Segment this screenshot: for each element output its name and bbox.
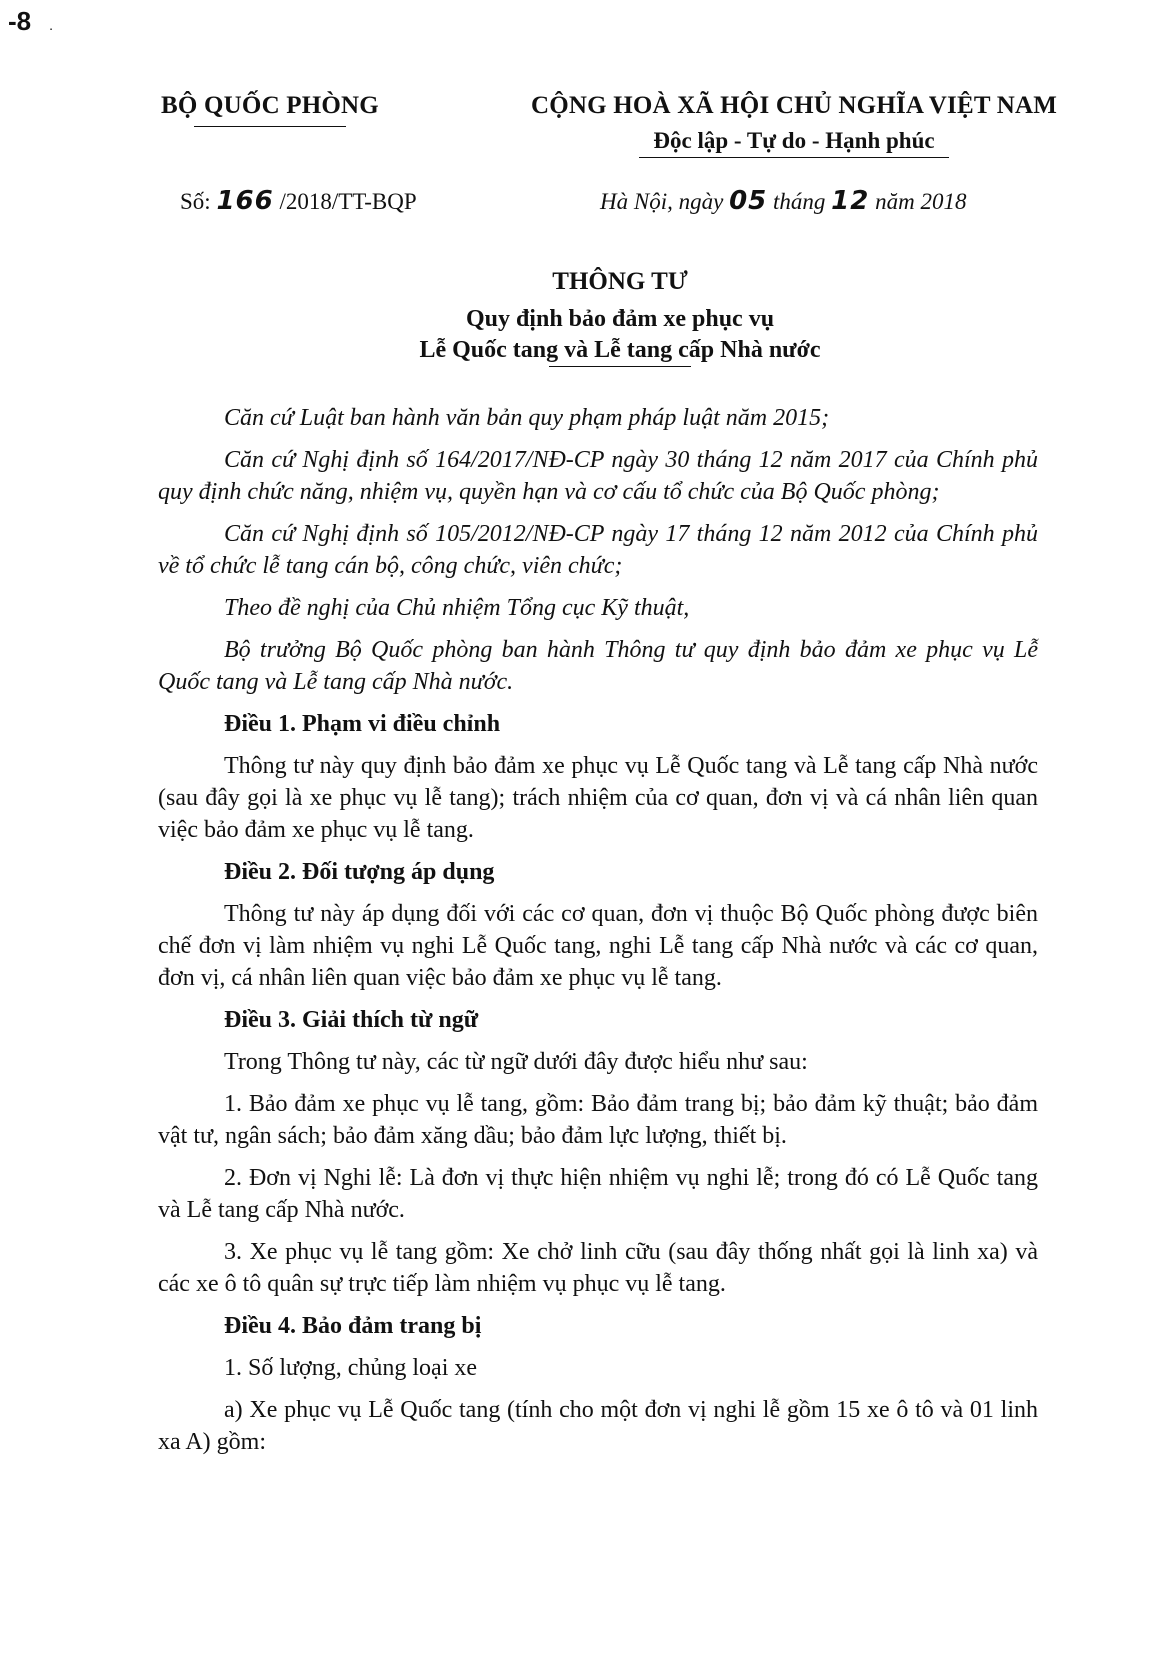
article-heading: Điều 3. Giải thích từ ngữ: [224, 1007, 479, 1033]
ministry-name: BỘ QUỐC PHÒNG: [161, 92, 379, 119]
motto: Độc lập - Tự do - Hạnh phúc: [653, 128, 935, 153]
number-handwritten: 166: [216, 186, 274, 216]
preamble-paragraph: Căn cứ Nghị định số 105/2012/NĐ-CP ngày 17 tháng 12 năm 2012 của Chính phủ về tổ chức lễ tang cán bộ, công chức, viên chức;: [158, 521, 1038, 579]
margin-dot: .: [49, 17, 54, 33]
national-header-block: [516, 92, 1072, 158]
ministry-underline: [194, 126, 346, 127]
article-paragraph: 1. Bảo đảm xe phục vụ lễ tang, gồm: Bảo đảm trang bị; bảo đảm kỹ thuật; bảo đảm vật tư, ngân sách; bảo đảm xăng dầu; bảo đảm lực lượng, thiết bị.: [158, 1091, 1038, 1149]
margin-annotation: [8, 6, 53, 37]
article-heading: Điều 1. Phạm vi điều chỉnh: [224, 711, 501, 737]
date-prefix: Hà Nội, ngày: [600, 189, 730, 214]
document-date: [600, 186, 966, 216]
article-paragraph: a) Xe phục vụ Lễ Quốc tang (tính cho một đơn vị nghi lễ gồm 15 xe ô tô và 01 linh xa A) gồm:: [158, 1397, 1038, 1455]
article-paragraph: Trong Thông tư này, các từ ngữ dưới đây được hiểu như sau:: [224, 1049, 808, 1075]
nation-name: CỘNG HOÀ XÃ HỘI CHỦ NGHĨA VIỆT NAM: [530, 92, 1058, 119]
document-type: THÔNG TƯ: [552, 268, 688, 295]
article-paragraph: 1. Số lượng, chủng loại xe: [224, 1355, 478, 1381]
date-month-handwritten: 12: [831, 186, 870, 216]
article-heading: Điều 4. Bảo đảm trang bị: [224, 1313, 482, 1339]
motto-underline: [639, 157, 949, 158]
article-heading: Điều 2. Đối tượng áp dụng: [224, 859, 495, 885]
date-day-handwritten: 05: [729, 186, 768, 216]
document-subject-line-2: Lễ Quốc tang và Lễ tang cấp Nhà nước: [419, 337, 821, 363]
number-prefix: Số:: [180, 189, 217, 214]
issuing-agency-block: [150, 92, 390, 127]
document-title-block: [180, 268, 1060, 367]
number-suffix: /2018/TT-BQP: [273, 189, 417, 214]
article-paragraph: 3. Xe phục vụ lễ tang gồm: Xe chở linh cữu (sau đây thống nhất gọi là linh xa) và các xe ô tô quân sự trực tiếp làm nhiệm vụ phục vụ lễ tang.: [158, 1239, 1038, 1297]
preamble-paragraph: Căn cứ Luật ban hành văn bản quy phạm pháp luật năm 2015;: [224, 405, 830, 431]
date-suffix: năm 2018: [869, 189, 967, 214]
date-mid: tháng: [767, 189, 832, 214]
document-subject-line-1: Quy định bảo đảm xe phục vụ: [465, 306, 775, 332]
document-body: [158, 402, 1038, 1468]
article-paragraph: Thông tư này quy định bảo đảm xe phục vụ Lễ Quốc tang và Lễ tang cấp Nhà nước (sau đây gọi là xe phục vụ lễ tang); trách nhiệm của cơ quan, đơn vị và cá nhân liên quan việc bảo đảm xe phục vụ lễ tang.: [158, 753, 1038, 843]
article-paragraph: 2. Đơn vị Nghi lễ: Là đơn vị thực hiện nhiệm vụ nghi lễ; trong đó có Lễ Quốc tang và Lễ tang cấp Nhà nước.: [158, 1165, 1038, 1223]
document-number: [180, 186, 417, 216]
margin-mark: -8: [8, 6, 32, 36]
article-paragraph: Thông tư này áp dụng đối với các cơ quan, đơn vị thuộc Bộ Quốc phòng được biên chế đơn vị làm nhiệm vụ nghi Lễ Quốc tang, nghi Lễ tang cấp Nhà nước và các cơ quan, đơn vị, cá nhân liên quan việc bảo đảm xe phục vụ lễ tang.: [158, 901, 1038, 991]
preamble-paragraph: Theo đề nghị của Chủ nhiệm Tổng cục Kỹ thuật,: [224, 595, 690, 621]
title-underline: [549, 366, 691, 367]
preamble-paragraph: Căn cứ Nghị định số 164/2017/NĐ-CP ngày 30 tháng 12 năm 2017 của Chính phủ quy định chức năng, nhiệm vụ, quyền hạn và cơ cấu tổ chức của Bộ Quốc phòng;: [158, 447, 1038, 505]
preamble-paragraph: Bộ trưởng Bộ Quốc phòng ban hành Thông tư quy định bảo đảm xe phục vụ Lễ Quốc tang và Lễ tang cấp Nhà nước.: [158, 637, 1038, 695]
